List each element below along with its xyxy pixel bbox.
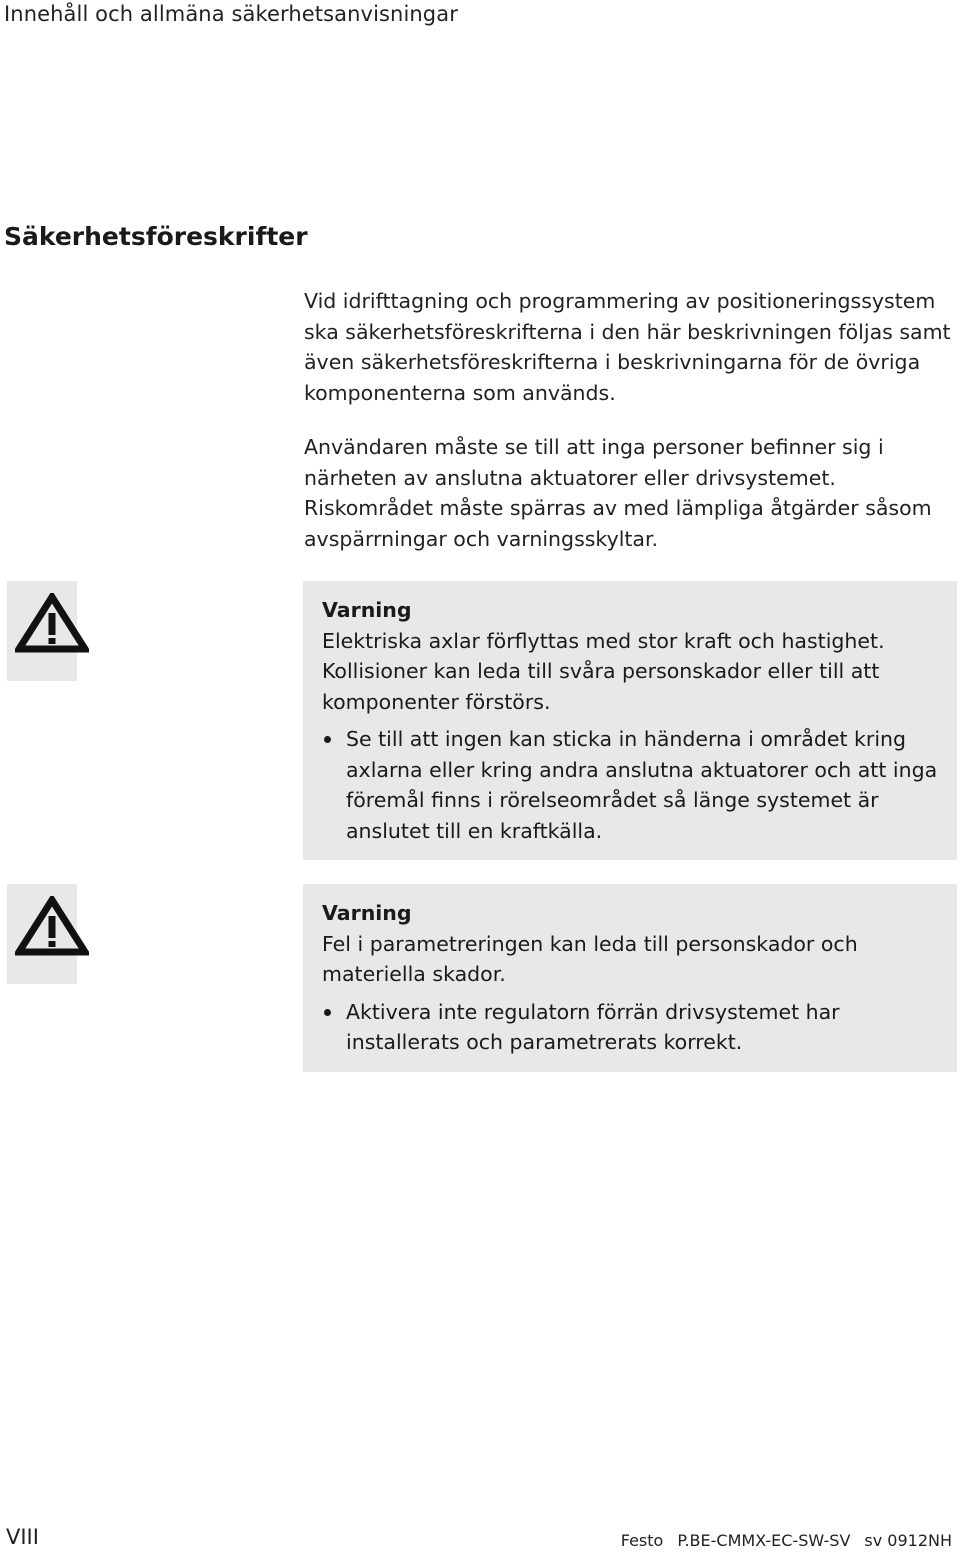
warning-title: Varning xyxy=(322,598,412,622)
warning-box-2 xyxy=(303,884,957,1072)
footer-version: sv 0912NH xyxy=(864,1531,952,1550)
footer-doc-id: P.BE-CMMX-EC-SW-SV xyxy=(677,1531,851,1550)
warning-text: Fel i parametreringen kan leda till personskador och materiella skador. xyxy=(322,931,858,986)
footer-brand: Festo xyxy=(620,1531,664,1550)
warning-bullet-item xyxy=(322,724,947,846)
bullet-dot-icon xyxy=(324,736,331,743)
warning-text: Elektriska axlar förflyttas med stor kraft och hastighet. Kollisioner kan leda till svåra personskador eller till att komponenter förstörs. xyxy=(322,628,885,714)
warning-bullet-text: Se till att ingen kan sticka in händerna i området kring axlarna eller kring andra anslutna aktuatorer och att inga föremål finns i rörelseområdet så länge systemet är anslutet till en kraftkälla. xyxy=(346,727,938,843)
warning-icon-box-2 xyxy=(7,884,77,984)
page-header-title: Innehåll och allmäna säkerhetsanvisningar xyxy=(4,2,458,26)
warning-triangle-icon xyxy=(15,896,89,956)
warning-triangle-icon xyxy=(15,593,89,653)
footer-doc-info xyxy=(621,1531,952,1550)
section-title: Säkerhetsföreskrifter xyxy=(4,222,308,251)
warning-box-1 xyxy=(303,581,957,860)
warning-bullet-item xyxy=(322,997,947,1058)
paragraph-intro: Vid idrifttagning och programmering av positioneringssystem ska säkerhetsföreskrifterna i den här beskrivningen följas samt även säkerhetsföreskrifterna i beskrivningarna för de övriga komponenterna som används. xyxy=(304,289,951,405)
warning-title: Varning xyxy=(322,901,412,925)
bullet-dot-icon xyxy=(324,1009,331,1016)
warning-icon-box-1 xyxy=(7,581,77,681)
paragraph-user-responsibility: Användaren måste se till att inga personer befinner sig i närheten av anslutna aktuatorer eller drivsystemet. Riskområdet måste spärras av med lämpliga åtgärder såsom avspärrningar och varningsskyltar. xyxy=(304,435,932,551)
warning-bullet-text: Aktivera inte regulatorn förrän drivsystemet har installerats och parametrerats korrekt. xyxy=(346,999,840,1054)
page-number: VIII xyxy=(6,1525,39,1549)
